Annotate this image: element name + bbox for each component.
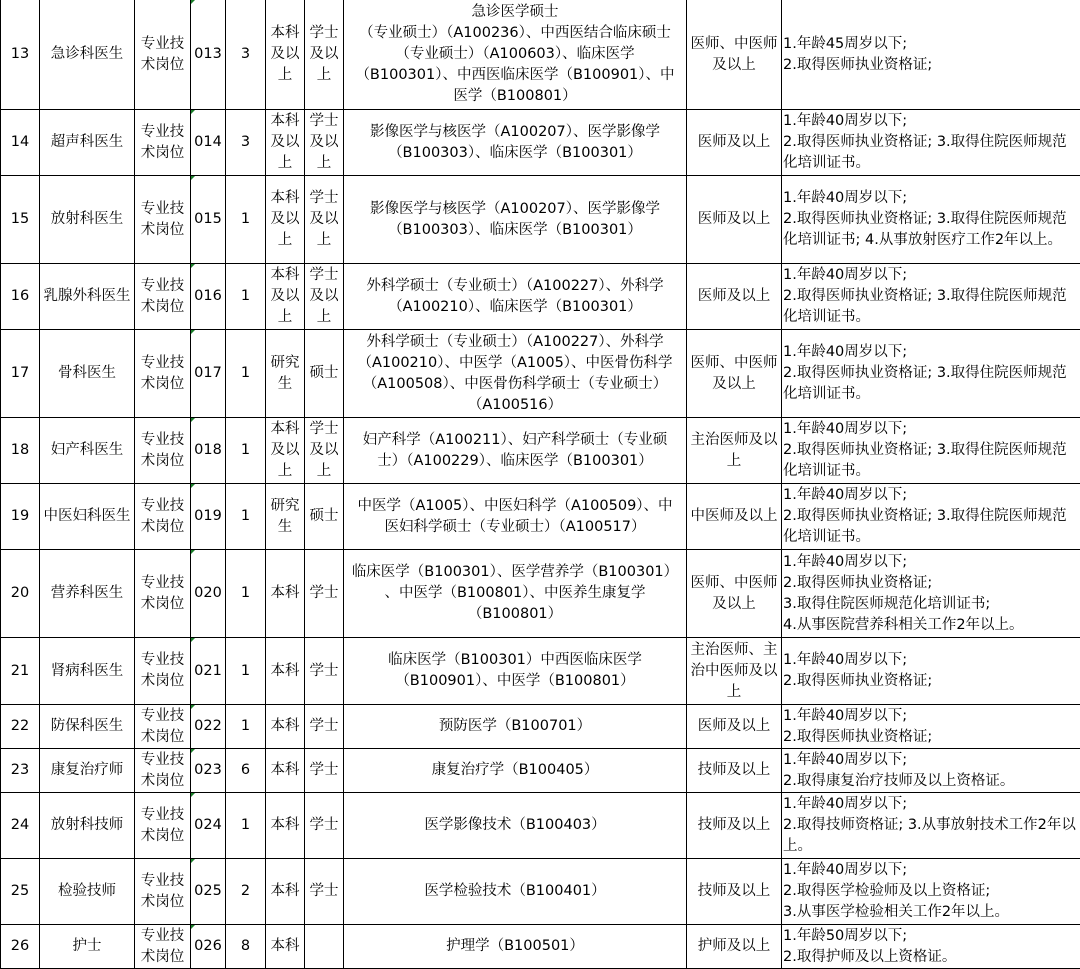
major-cell (344, 0, 687, 110)
headcount-cell: 1 (226, 705, 266, 749)
requirements-cell-line: 1.年龄40周岁以下; (783, 485, 1079, 506)
requirements-cell-line: 3.取得住院医师规范化培训证书; (783, 594, 1079, 615)
position-type-cell: 专业技术岗位 (135, 110, 191, 176)
major-cell (344, 749, 687, 793)
education-cell: 本科及以上 (266, 0, 305, 110)
table-row (1, 176, 1080, 264)
degree-cell: 学士 (305, 638, 344, 705)
position-type-cell: 专业技术岗位 (135, 793, 191, 859)
education-cell: 本科 (266, 705, 305, 749)
degree-cell: 学士及以上 (305, 176, 344, 264)
headcount-cell: 1 (226, 638, 266, 705)
major-cell-line: 医学影像技术（B100403） (345, 815, 685, 836)
position-type-cell: 专业技术岗位 (135, 0, 191, 110)
position-type-cell: 专业技术岗位 (135, 859, 191, 925)
position-type-cell: 专业技术岗位 (135, 550, 191, 638)
qualification-cell: 医师、中医师及以上 (687, 0, 782, 110)
education-cell: 本科及以上 (266, 264, 305, 330)
major-cell-line: （专业硕士）（A100236）、中西医结合临床硕士 (345, 23, 685, 44)
position-code-cell: 013 (191, 0, 226, 110)
position-code-cell: 019 (191, 484, 226, 550)
headcount-cell: 1 (226, 330, 266, 418)
row-number-cell: 18 (1, 418, 40, 484)
education-cell: 本科 (266, 550, 305, 638)
requirements-cell-line: 2.取得医师执业资格证; (783, 727, 1079, 748)
table-row (1, 749, 1080, 793)
requirements-cell-line: 1.年龄40周岁以下; (783, 750, 1079, 771)
major-cell-line: 妇产科学（A100211）、妇产科学硕士（专业硕 (345, 430, 685, 451)
headcount-cell: 1 (226, 176, 266, 264)
requirements-cell-line: 1.年龄40周岁以下; (783, 188, 1079, 209)
position-name-cell: 中医妇科医生 (40, 484, 135, 550)
degree-cell: 硕士 (305, 330, 344, 418)
qualification-cell: 主治医师、主治中医师及以上 (687, 638, 782, 705)
major-cell (344, 484, 687, 550)
requirements-cell (782, 925, 1080, 969)
table-row (1, 638, 1080, 705)
table-row (1, 110, 1080, 176)
degree-cell: 学士 (305, 859, 344, 925)
row-number-cell: 22 (1, 705, 40, 749)
requirements-cell-line: 1.年龄50周岁以下; (783, 926, 1079, 947)
position-code-cell: 015 (191, 176, 226, 264)
major-cell-line: 影像医学与核医学（A100207）、医学影像学 (345, 122, 685, 143)
qualification-cell: 护师及以上 (687, 925, 782, 969)
requirements-cell-line: 2.取得医师执业资格证; 3.取得住院医师规范化培训证书。 (783, 132, 1079, 174)
requirements-cell-line: 1.年龄45周岁以下; (783, 34, 1079, 55)
major-cell-line: 影像医学与核医学（A100207）、医学影像学 (345, 199, 685, 220)
major-cell-line: 医学（B100801） (345, 86, 685, 107)
position-type-cell: 专业技术岗位 (135, 418, 191, 484)
qualification-cell: 技师及以上 (687, 793, 782, 859)
position-name-cell: 护士 (40, 925, 135, 969)
headcount-cell: 1 (226, 793, 266, 859)
requirements-cell-line: 2.取得医师执业资格证; (783, 671, 1079, 692)
major-cell-line: （A100210）、中医学（A1005）、中医骨伤科学 (345, 353, 685, 374)
row-number-cell: 14 (1, 110, 40, 176)
table-row (1, 418, 1080, 484)
position-type-cell: 专业技术岗位 (135, 925, 191, 969)
row-number-cell: 16 (1, 264, 40, 330)
position-code-cell: 018 (191, 418, 226, 484)
position-name-cell: 营养科医生 (40, 550, 135, 638)
major-cell-line: （A100210）、临床医学（B100301） (345, 297, 685, 318)
row-number-cell: 24 (1, 793, 40, 859)
qualification-cell: 医师、中医师及以上 (687, 550, 782, 638)
row-number-cell: 21 (1, 638, 40, 705)
major-cell-line: 中医学（A1005）、中医妇科学（A100509）、中 (345, 496, 685, 517)
major-cell-line: 护理学（B100501） (345, 936, 685, 957)
degree-cell: 学士 (305, 793, 344, 859)
requirements-cell-line: 2.取得医师执业资格证; 3.取得住院医师规范化培训证书。 (783, 286, 1079, 328)
education-cell: 本科 (266, 793, 305, 859)
table-row (1, 0, 1080, 110)
major-cell (344, 110, 687, 176)
requirements-cell (782, 330, 1080, 418)
major-cell-line: 急诊医学硕士 (345, 2, 685, 23)
requirements-cell-line: 2.取得医师执业资格证; (783, 573, 1079, 594)
major-cell (344, 925, 687, 969)
requirements-cell-line: 1.年龄40周岁以下; (783, 650, 1079, 671)
position-code-cell: 026 (191, 925, 226, 969)
qualification-cell: 医师、中医师及以上 (687, 330, 782, 418)
position-name-cell: 骨科医生 (40, 330, 135, 418)
requirements-cell-line: 1.年龄40周岁以下; (783, 265, 1079, 286)
position-code-cell: 025 (191, 859, 226, 925)
qualification-cell: 主治医师及以上 (687, 418, 782, 484)
requirements-cell (782, 418, 1080, 484)
major-cell (344, 550, 687, 638)
major-cell (344, 176, 687, 264)
position-name-cell: 超声科医生 (40, 110, 135, 176)
major-cell-line: （A100508）、中医骨伤科学硕士（专业硕士） (345, 374, 685, 395)
requirements-cell (782, 484, 1080, 550)
qualification-cell: 医师及以上 (687, 264, 782, 330)
position-code-cell: 016 (191, 264, 226, 330)
major-cell (344, 638, 687, 705)
row-number-cell: 25 (1, 859, 40, 925)
requirements-cell-line: 2.取得医师执业资格证; 3.取得住院医师规范化培训证书。 (783, 363, 1079, 405)
requirements-cell-line: 2.取得医学检验师及以上资格证; (783, 881, 1079, 902)
table-row (1, 550, 1080, 638)
major-cell-line: 临床医学（B100301）、医学营养学（B100301） (345, 562, 685, 583)
major-cell-line: 、中医学（B100801）、中医养生康复学 (345, 583, 685, 604)
requirements-cell-line: 2.取得技师资格证; 3.从事放射技术工作2年以上。 (783, 815, 1079, 857)
degree-cell: 学士 (305, 550, 344, 638)
requirements-cell (782, 110, 1080, 176)
headcount-cell: 3 (226, 0, 266, 110)
position-name-cell: 乳腺外科医生 (40, 264, 135, 330)
row-number-cell: 23 (1, 749, 40, 793)
position-code-cell: 024 (191, 793, 226, 859)
requirements-cell (782, 705, 1080, 749)
major-cell (344, 264, 687, 330)
qualification-cell: 医师及以上 (687, 176, 782, 264)
requirements-cell (782, 638, 1080, 705)
major-cell (344, 330, 687, 418)
education-cell: 研究生 (266, 330, 305, 418)
position-type-cell: 专业技术岗位 (135, 705, 191, 749)
row-number-cell: 26 (1, 925, 40, 969)
position-code-cell: 017 (191, 330, 226, 418)
headcount-cell: 1 (226, 264, 266, 330)
requirements-cell-line: 1.年龄40周岁以下; (783, 342, 1079, 363)
major-cell-line: （B100301）、中西医临床医学（B100901）、中 (345, 65, 685, 86)
major-cell-line: （B100901）、中医学（B100801） (345, 671, 685, 692)
table-body (1, 0, 1080, 969)
major-cell-line: 医学检验技术（B100401） (345, 881, 685, 902)
requirements-cell-line: 4.从事医院营养科相关工作2年以上。 (783, 615, 1079, 636)
education-cell: 研究生 (266, 484, 305, 550)
major-cell (344, 418, 687, 484)
requirements-cell-line: 2.取得护师及以上资格证。 (783, 947, 1079, 968)
position-name-cell: 放射科技师 (40, 793, 135, 859)
row-number-cell: 17 (1, 330, 40, 418)
major-cell-line: 外科学硕士（专业硕士）（A100227）、外科学 (345, 332, 685, 353)
headcount-cell: 1 (226, 418, 266, 484)
requirements-cell-line: 2.取得医师执业资格证; 3.取得住院医师规范化培训证书; 4.从事放射医疗工作2年以上。 (783, 209, 1079, 251)
major-cell (344, 705, 687, 749)
headcount-cell: 6 (226, 749, 266, 793)
requirements-cell-line: 1.年龄40周岁以下; (783, 794, 1079, 815)
requirements-cell-line: 2.取得康复治疗技师及以上资格证。 (783, 771, 1079, 792)
major-cell-line: 康复治疗学（B100405） (345, 760, 685, 781)
position-code-cell: 022 (191, 705, 226, 749)
requirements-cell-line: 1.年龄40周岁以下; (783, 419, 1079, 440)
position-name-cell: 妇产科医生 (40, 418, 135, 484)
position-code-cell: 020 (191, 550, 226, 638)
position-name-cell: 康复治疗师 (40, 749, 135, 793)
position-type-cell: 专业技术岗位 (135, 330, 191, 418)
major-cell (344, 793, 687, 859)
headcount-cell: 8 (226, 925, 266, 969)
major-cell-line: （A100516） (345, 395, 685, 416)
table-row (1, 793, 1080, 859)
requirements-cell-line: 2.取得医师执业资格证; 3.取得住院医师规范化培训证书。 (783, 440, 1079, 482)
education-cell: 本科及以上 (266, 176, 305, 264)
requirements-cell (782, 793, 1080, 859)
degree-cell: 学士及以上 (305, 110, 344, 176)
major-cell-line: 士）（A100229）、临床医学（B100301） (345, 451, 685, 472)
position-type-cell: 专业技术岗位 (135, 638, 191, 705)
requirements-cell (782, 550, 1080, 638)
requirements-cell (782, 176, 1080, 264)
table-row (1, 330, 1080, 418)
table-row (1, 705, 1080, 749)
degree-cell: 硕士 (305, 484, 344, 550)
qualification-cell: 中医师及以上 (687, 484, 782, 550)
qualification-cell: 技师及以上 (687, 859, 782, 925)
degree-cell (305, 925, 344, 969)
requirements-cell-line: 1.年龄40周岁以下; (783, 111, 1079, 132)
requirements-cell-line: 3.从事医学检验相关工作2年以上。 (783, 902, 1079, 923)
headcount-cell: 3 (226, 110, 266, 176)
education-cell: 本科 (266, 749, 305, 793)
position-name-cell: 检验技师 (40, 859, 135, 925)
degree-cell: 学士 (305, 749, 344, 793)
requirements-cell-line: 2.取得医师执业资格证; (783, 55, 1079, 76)
major-cell-line: 医妇科学硕士（专业硕士）（A100517） (345, 517, 685, 538)
table-row (1, 925, 1080, 969)
headcount-cell: 2 (226, 859, 266, 925)
education-cell: 本科 (266, 638, 305, 705)
requirements-cell-line: 1.年龄40周岁以下; (783, 552, 1079, 573)
position-type-cell: 专业技术岗位 (135, 264, 191, 330)
major-cell-line: （B100801） (345, 604, 685, 625)
major-cell-line: 预防医学（B100701） (345, 716, 685, 737)
position-type-cell: 专业技术岗位 (135, 484, 191, 550)
requirements-cell (782, 749, 1080, 793)
major-cell-line: （专业硕士）（A100603）、临床医学 (345, 44, 685, 65)
table-row (1, 859, 1080, 925)
qualification-cell: 医师及以上 (687, 110, 782, 176)
position-code-cell: 014 (191, 110, 226, 176)
education-cell: 本科 (266, 925, 305, 969)
position-type-cell: 专业技术岗位 (135, 176, 191, 264)
table-row (1, 484, 1080, 550)
requirements-cell-line: 1.年龄40周岁以下; (783, 860, 1079, 881)
position-name-cell: 急诊科医生 (40, 0, 135, 110)
position-code-cell: 021 (191, 638, 226, 705)
requirements-cell (782, 264, 1080, 330)
row-number-cell: 19 (1, 484, 40, 550)
headcount-cell: 1 (226, 484, 266, 550)
major-cell (344, 859, 687, 925)
row-number-cell: 20 (1, 550, 40, 638)
requirements-cell-line: 2.取得医师执业资格证; 3.取得住院医师规范化培训证书。 (783, 506, 1079, 548)
qualification-cell: 技师及以上 (687, 749, 782, 793)
education-cell: 本科及以上 (266, 110, 305, 176)
row-number-cell: 13 (1, 0, 40, 110)
degree-cell: 学士及以上 (305, 264, 344, 330)
position-name-cell: 防保科医生 (40, 705, 135, 749)
position-name-cell: 放射科医生 (40, 176, 135, 264)
table-row (1, 264, 1080, 330)
degree-cell: 学士及以上 (305, 418, 344, 484)
qualification-cell: 医师及以上 (687, 705, 782, 749)
major-cell-line: 临床医学（B100301）中西医临床医学 (345, 650, 685, 671)
row-number-cell: 15 (1, 176, 40, 264)
major-cell-line: （B100303）、临床医学（B100301） (345, 143, 685, 164)
requirements-cell-line: 1.年龄40周岁以下; (783, 706, 1079, 727)
education-cell: 本科及以上 (266, 418, 305, 484)
education-cell: 本科 (266, 859, 305, 925)
degree-cell: 学士及以上 (305, 0, 344, 110)
degree-cell: 学士 (305, 705, 344, 749)
requirements-cell (782, 859, 1080, 925)
headcount-cell: 1 (226, 550, 266, 638)
major-cell-line: 外科学硕士（专业硕士）（A100227）、外科学 (345, 276, 685, 297)
major-cell-line: （B100303）、临床医学（B100301） (345, 220, 685, 241)
requirements-cell (782, 0, 1080, 110)
position-type-cell: 专业技术岗位 (135, 749, 191, 793)
position-code-cell: 023 (191, 749, 226, 793)
position-name-cell: 肾病科医生 (40, 638, 135, 705)
